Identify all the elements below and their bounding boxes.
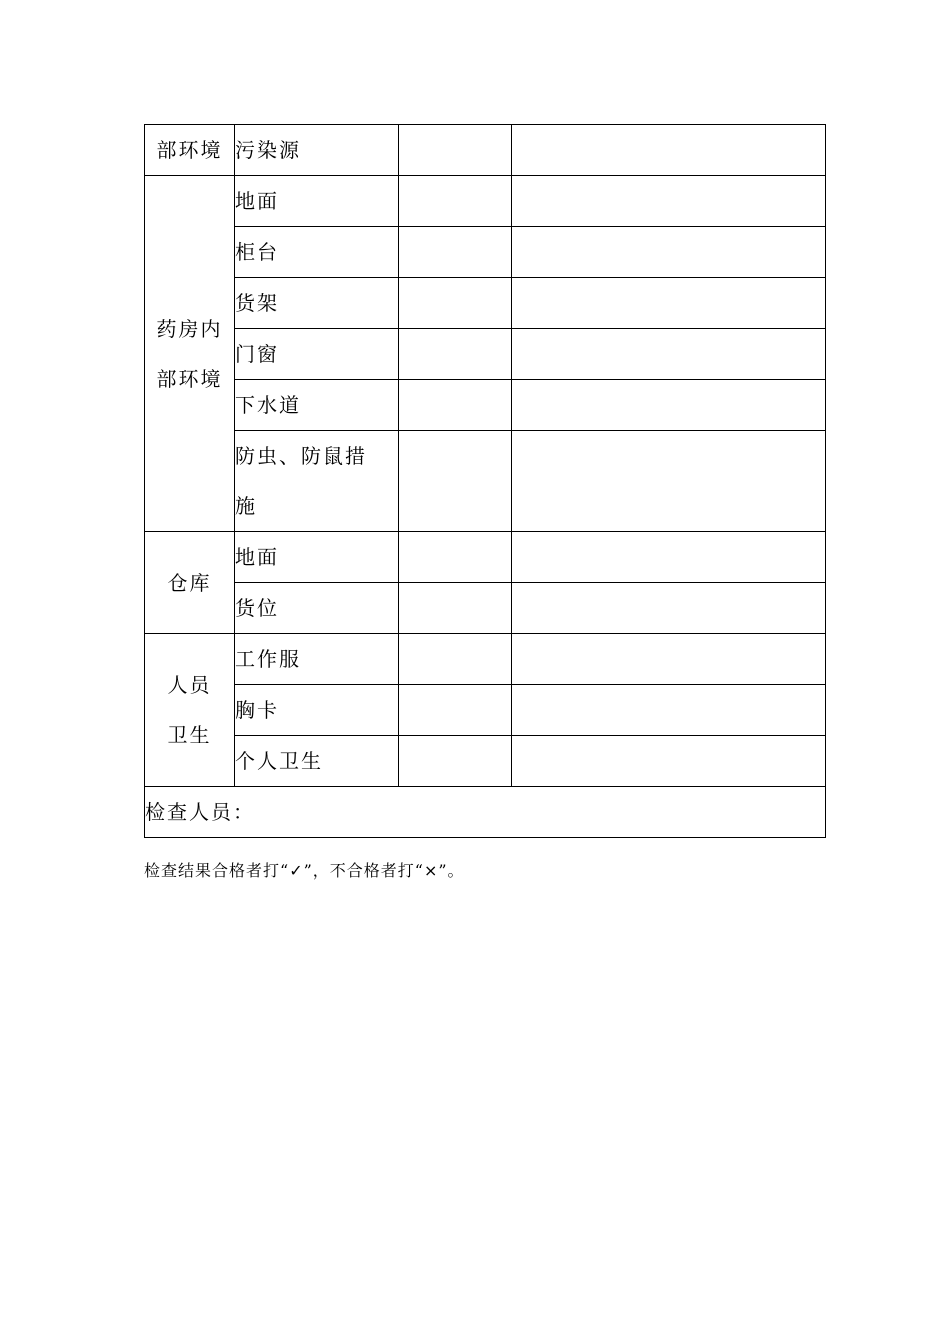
result-cell[interactable] xyxy=(399,380,512,431)
remark-cell[interactable] xyxy=(512,532,826,583)
table-row xyxy=(145,380,826,431)
item-cell: 个人卫生 xyxy=(235,736,399,787)
remark-cell[interactable] xyxy=(512,583,826,634)
remark-cell[interactable] xyxy=(512,380,826,431)
inspector-field[interactable] xyxy=(145,787,826,838)
category-cell: 人员 卫生 xyxy=(145,634,235,787)
category-cell: 部环境 xyxy=(145,125,235,176)
remark-cell[interactable] xyxy=(512,736,826,787)
result-cell[interactable] xyxy=(399,227,512,278)
note-middle: ”，不合格者打“ xyxy=(303,861,424,880)
remark-cell[interactable] xyxy=(512,431,826,532)
table-row xyxy=(145,634,826,685)
item-cell: 污染源 xyxy=(235,125,399,176)
item-cell: 工作服 xyxy=(235,634,399,685)
inspection-table xyxy=(144,124,826,838)
result-cell[interactable] xyxy=(399,736,512,787)
remark-cell[interactable] xyxy=(512,176,826,227)
note-suffix: ”。 xyxy=(438,861,465,880)
item-cell: 下水道 xyxy=(235,380,399,431)
table-row xyxy=(145,736,826,787)
table-row xyxy=(145,278,826,329)
instruction-note xyxy=(144,858,465,881)
remark-cell[interactable] xyxy=(512,634,826,685)
category-cell: 药房内 部环境 xyxy=(145,176,235,532)
check-mark-icon: ✓ xyxy=(289,861,304,880)
table-row xyxy=(145,329,826,380)
table-row xyxy=(145,583,826,634)
item-cell: 地面 xyxy=(235,176,399,227)
note-prefix: 检查结果合格者打“ xyxy=(144,861,290,880)
table-row xyxy=(145,227,826,278)
result-cell[interactable] xyxy=(399,125,512,176)
remark-cell[interactable] xyxy=(512,227,826,278)
remark-cell[interactable] xyxy=(512,125,826,176)
result-cell[interactable] xyxy=(399,176,512,227)
item-cell: 地面 xyxy=(235,532,399,583)
table-row xyxy=(145,125,826,176)
footer-row xyxy=(145,787,826,838)
item-cell: 货架 xyxy=(235,278,399,329)
inspector-label: 检查人员： xyxy=(145,800,255,824)
result-cell[interactable] xyxy=(399,685,512,736)
result-cell[interactable] xyxy=(399,634,512,685)
result-cell[interactable] xyxy=(399,583,512,634)
item-cell: 防虫、防鼠措 施 xyxy=(235,431,399,532)
result-cell[interactable] xyxy=(399,532,512,583)
table-row xyxy=(145,431,826,532)
table-row xyxy=(145,176,826,227)
result-cell[interactable] xyxy=(399,329,512,380)
item-cell: 门窗 xyxy=(235,329,399,380)
cross-mark-icon: × xyxy=(423,861,439,880)
category-cell: 仓库 xyxy=(145,532,235,634)
item-cell: 胸卡 xyxy=(235,685,399,736)
remark-cell[interactable] xyxy=(512,685,826,736)
remark-cell[interactable] xyxy=(512,278,826,329)
item-cell: 柜台 xyxy=(235,227,399,278)
result-cell[interactable] xyxy=(399,278,512,329)
table-row xyxy=(145,685,826,736)
result-cell[interactable] xyxy=(399,431,512,532)
item-cell: 货位 xyxy=(235,583,399,634)
table-row xyxy=(145,532,826,583)
remark-cell[interactable] xyxy=(512,329,826,380)
